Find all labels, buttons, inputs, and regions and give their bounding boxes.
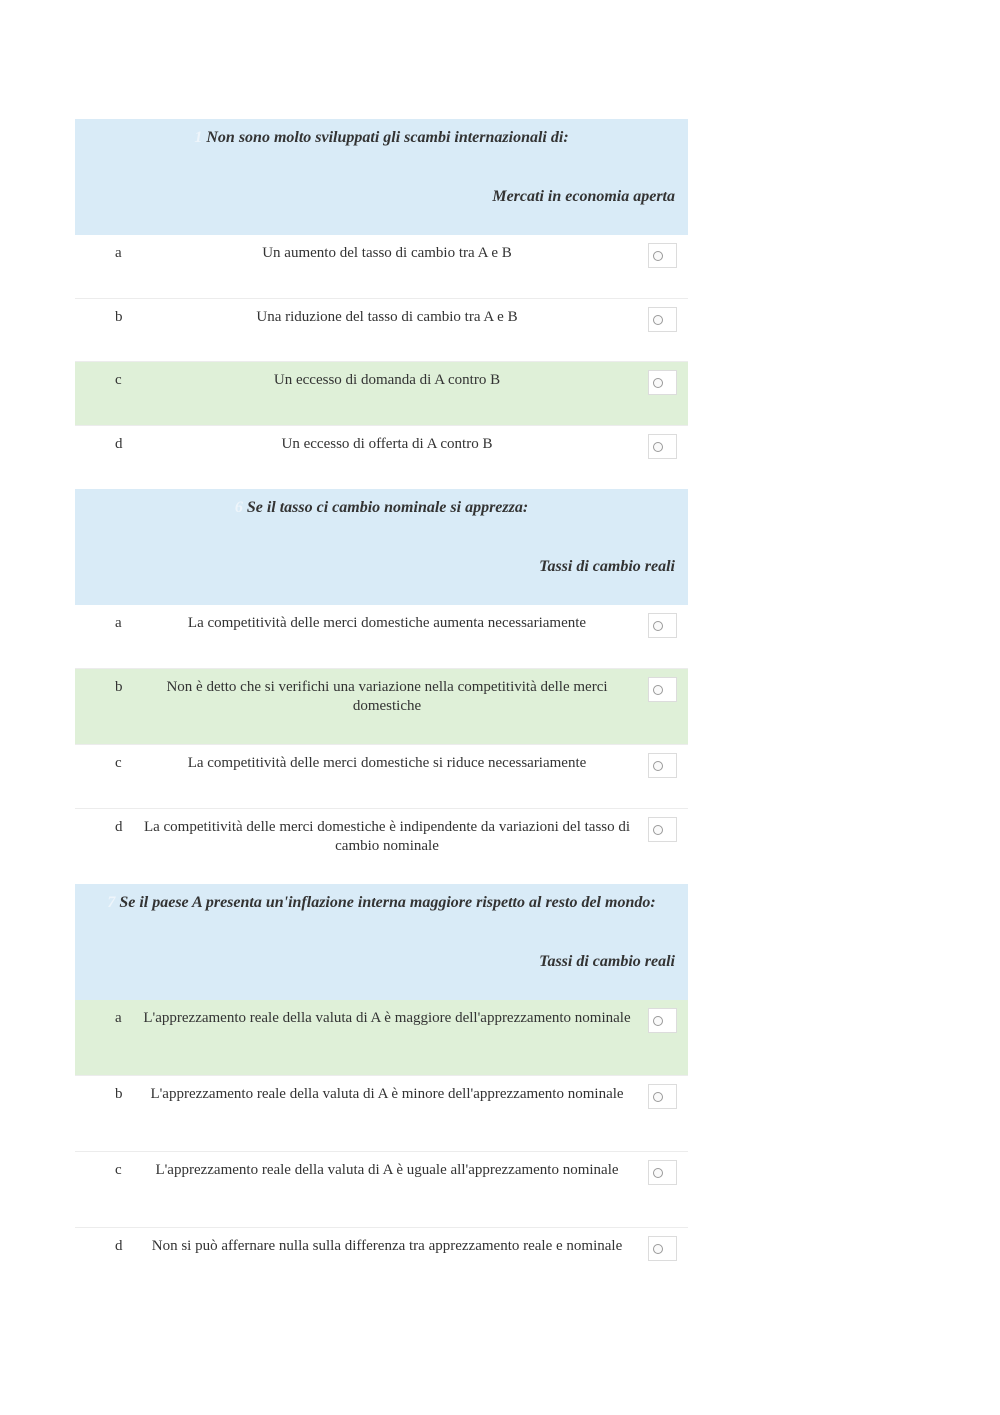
radio-circle-icon — [653, 825, 663, 835]
option-text: La competitività delle merci domestiche si riduce necessariamente — [187, 755, 587, 771]
question-text: Non sono molto sviluppati gli scambi internazionali di: — [206, 129, 569, 146]
option-letter: b — [115, 679, 123, 695]
option-text: Non è detto che si verifichi una variazione nella competitività delle merci domestiche — [166, 679, 608, 714]
radio-circle-icon — [653, 761, 663, 771]
radio-circle-icon — [653, 315, 663, 325]
radio-circle-icon — [653, 685, 663, 695]
radio-circle-icon — [653, 378, 663, 388]
option-row-a — [75, 235, 688, 298]
option-letter: a — [115, 615, 122, 631]
question-text: Se il tasso ci cambio nominale si apprezza: — [246, 499, 529, 516]
radio-button[interactable] — [648, 1236, 677, 1261]
question-block — [75, 489, 688, 884]
option-row-b — [75, 298, 688, 361]
option-row-b — [75, 668, 688, 744]
option-letter: b — [115, 1086, 123, 1102]
option-row-a — [75, 1000, 688, 1075]
question-header — [75, 119, 688, 235]
option-text: L'apprezzamento reale della valuta di A è uguale all'apprezzamento nominale — [155, 1162, 619, 1178]
option-letter: d — [115, 819, 123, 835]
option-letter: c — [115, 755, 122, 771]
radio-button[interactable] — [648, 753, 677, 778]
option-text: Un aumento del tasso di cambio tra A e B — [262, 245, 512, 261]
radio-circle-icon — [653, 1168, 663, 1178]
quiz-container — [75, 119, 688, 1303]
option-text: Un eccesso di offerta di A contro B — [281, 436, 493, 452]
option-letter: a — [115, 245, 122, 261]
option-letter: b — [115, 309, 123, 325]
radio-button[interactable] — [648, 677, 677, 702]
radio-button[interactable] — [648, 434, 677, 459]
question-title — [75, 884, 688, 912]
radio-circle-icon — [653, 442, 663, 452]
option-text: Non si può affernare nulla sulla differenza tra apprezzamento reale e nominale — [151, 1238, 623, 1254]
option-row-c — [75, 744, 688, 808]
radio-button[interactable] — [648, 1084, 677, 1109]
question-block — [75, 119, 688, 489]
question-title — [75, 489, 688, 517]
question-topic: Tassi di cambio reali — [539, 558, 675, 575]
radio-circle-icon — [653, 621, 663, 631]
option-text: La competitività delle merci domestiche è indipendente da variazioni del tasso di cambio nominale — [143, 819, 631, 854]
option-row-c — [75, 1151, 688, 1227]
option-row-c — [75, 361, 688, 425]
radio-button[interactable] — [648, 370, 677, 395]
question-header — [75, 489, 688, 605]
radio-circle-icon — [653, 1016, 663, 1026]
question-title — [75, 119, 688, 147]
radio-circle-icon — [653, 251, 663, 261]
option-row-d — [75, 425, 688, 489]
radio-button[interactable] — [648, 817, 677, 842]
option-letter: a — [115, 1010, 122, 1026]
option-letter: d — [115, 1238, 123, 1254]
option-letter: d — [115, 436, 123, 452]
radio-button[interactable] — [648, 243, 677, 268]
question-block — [75, 884, 688, 1303]
question-number: 7 — [107, 894, 116, 911]
radio-circle-icon — [653, 1244, 663, 1254]
option-row-a — [75, 605, 688, 668]
option-row-d — [75, 1227, 688, 1303]
option-text: L'apprezzamento reale della valuta di A è minore dell'apprezzamento nominale — [150, 1086, 624, 1102]
question-topic: Tassi di cambio reali — [539, 953, 675, 970]
option-row-b — [75, 1075, 688, 1151]
option-text: Un eccesso di domanda di A contro B — [273, 372, 501, 388]
question-number: 6 — [234, 499, 243, 516]
option-letter: c — [115, 372, 122, 388]
option-letter: c — [115, 1162, 122, 1178]
question-text: Se il paese A presenta un'inflazione interna maggiore rispetto al resto del mondo: — [119, 894, 656, 911]
radio-button[interactable] — [648, 307, 677, 332]
option-row-d — [75, 808, 688, 884]
option-text: La competitività delle merci domestiche aumenta necessariamente — [187, 615, 587, 631]
question-header — [75, 884, 688, 1000]
radio-button[interactable] — [648, 1008, 677, 1033]
question-topic: Mercati in economia aperta — [492, 188, 675, 205]
radio-circle-icon — [653, 1092, 663, 1102]
option-text: L'apprezzamento reale della valuta di A è maggiore dell'apprezzamento nominale — [143, 1010, 631, 1026]
radio-button[interactable] — [648, 613, 677, 638]
question-number: 1 — [194, 129, 203, 146]
radio-button[interactable] — [648, 1160, 677, 1185]
option-text: Una riduzione del tasso di cambio tra A e B — [256, 309, 518, 325]
